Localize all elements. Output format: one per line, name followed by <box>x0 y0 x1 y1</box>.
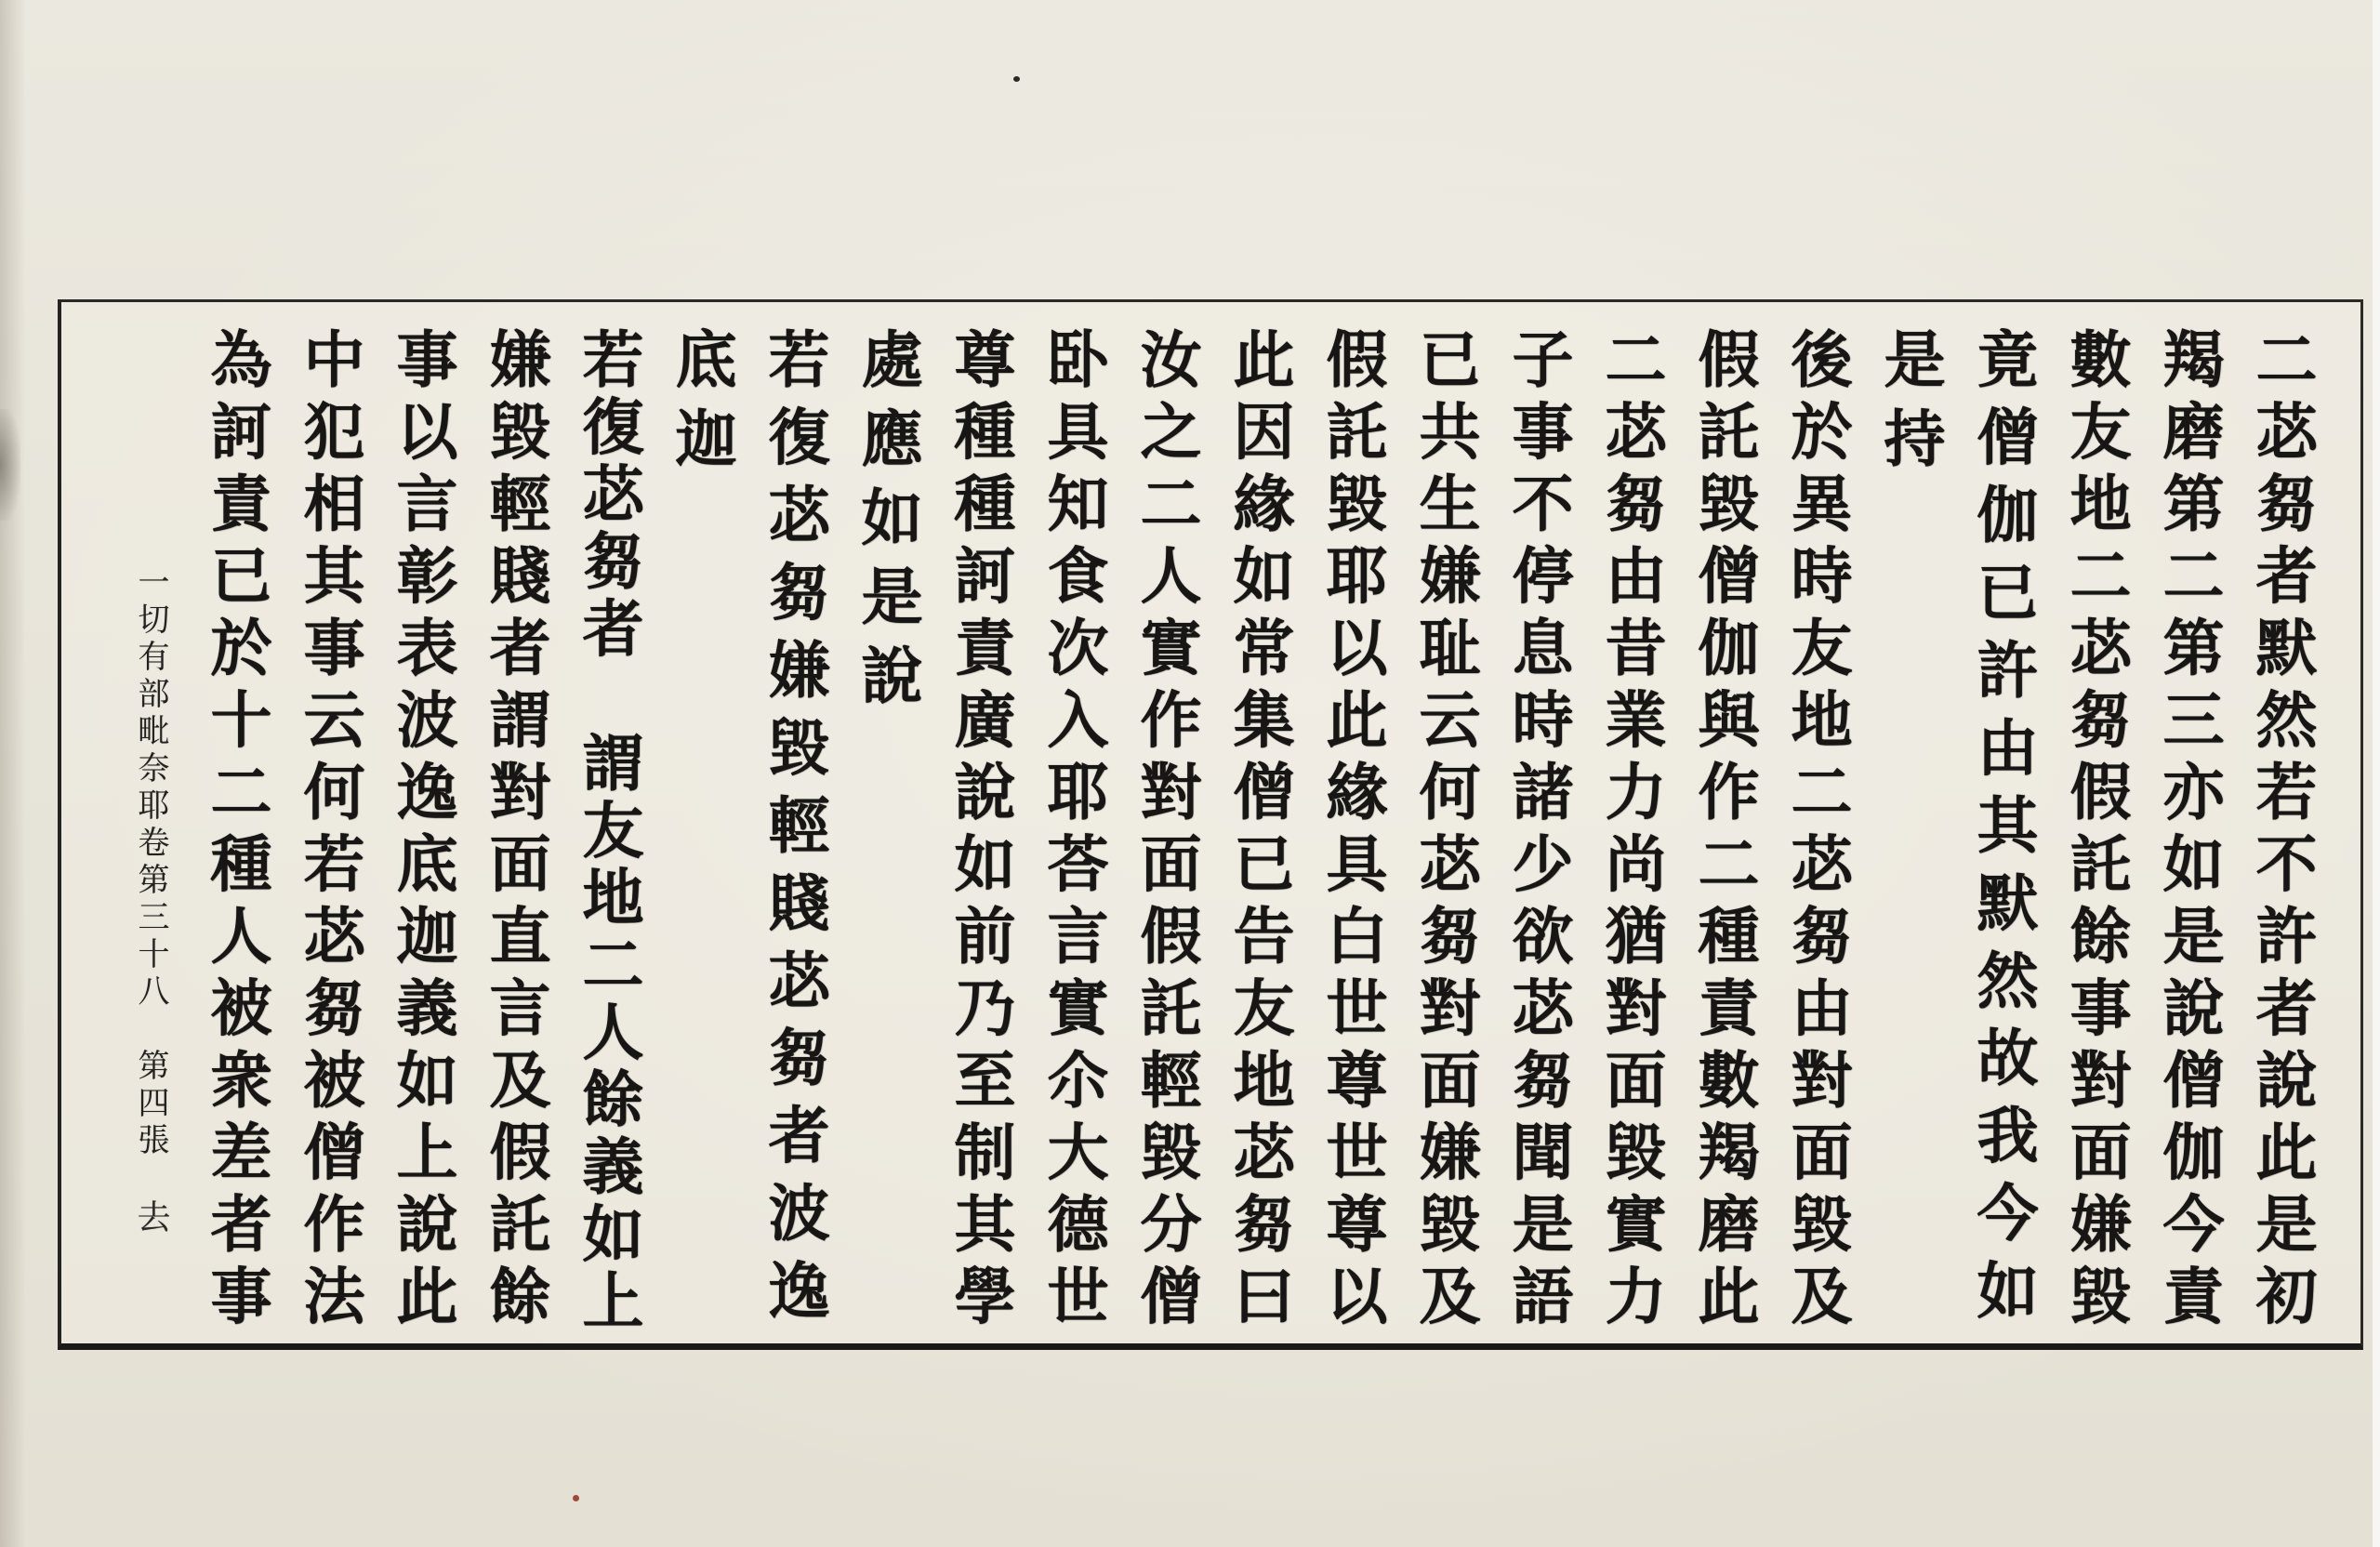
ink-speck <box>1013 76 1020 82</box>
text-column-20: 嫌毀輕賤者謂對面直言及假託餘 <box>479 327 551 1336</box>
carver-mark: 去 <box>132 1199 170 1233</box>
edge-stain <box>0 409 20 521</box>
text-column-23: 為訶責已於十二種人被衆差者事 <box>200 327 272 1336</box>
page-edge <box>2373 0 2380 1547</box>
text-column-12: 此因緣如常集僧已告友地苾芻曰 <box>1223 327 1295 1336</box>
text-column-13: 汝之二人實作對面假託輕毀分僧 <box>1130 327 1202 1336</box>
text-column-16: 處應如是說 <box>851 327 923 722</box>
text-column-9: 子事不停息時諸少欲苾芻聞是語 <box>1501 327 1574 1336</box>
text-column-2: 羯磨第二第三亦如是說僧伽今責 <box>2152 327 2225 1336</box>
red-speck <box>573 1495 579 1501</box>
volume-colophon: 一切有部毗奈耶卷第三十八 第四張 <box>132 565 169 1160</box>
text-column-4: 竟僧伽已許由其默然故我今如 <box>1966 327 2039 1336</box>
text-column-3: 數友地二苾芻假託餘事對面嫌毀 <box>2059 327 2132 1336</box>
text-column-10: 已共生嫌耻云何苾芻對面嫌毀及 <box>1408 327 1481 1336</box>
text-column-15: 尊種種訶責廣說如前乃至制其學 <box>944 327 1016 1336</box>
text-column-7: 假託毀僧伽與作二種責數羯磨此 <box>1687 327 1760 1336</box>
text-column-6: 後於異時友地二苾芻由對面毀及 <box>1780 327 1853 1336</box>
text-column-19: 若復苾芻者 謂友地二人餘義如上 <box>572 327 644 1336</box>
text-column-11: 假託毀耶以此緣具白世尊世尊以 <box>1316 327 1388 1336</box>
text-column-14: 卧具知食次入耶荅言實尒大德世 <box>1037 327 1109 1336</box>
text-column-8: 二苾芻由昔業力尚猶對面毀實力 <box>1594 327 1667 1336</box>
text-column-17: 若復苾芻嫌毀輕賤苾芻者波逸 <box>758 327 830 1336</box>
text-column-22: 中犯相其事云何若苾芻被僧作法 <box>293 327 365 1336</box>
text-column-1: 二苾芻者默然若不許者說此是初 <box>2245 327 2318 1336</box>
text-column-18: 底迦 <box>665 327 737 485</box>
text-column-21: 事以言彰表波逸底迦義如上說此 <box>386 327 458 1336</box>
text-column-5: 是持 <box>1873 327 1946 485</box>
